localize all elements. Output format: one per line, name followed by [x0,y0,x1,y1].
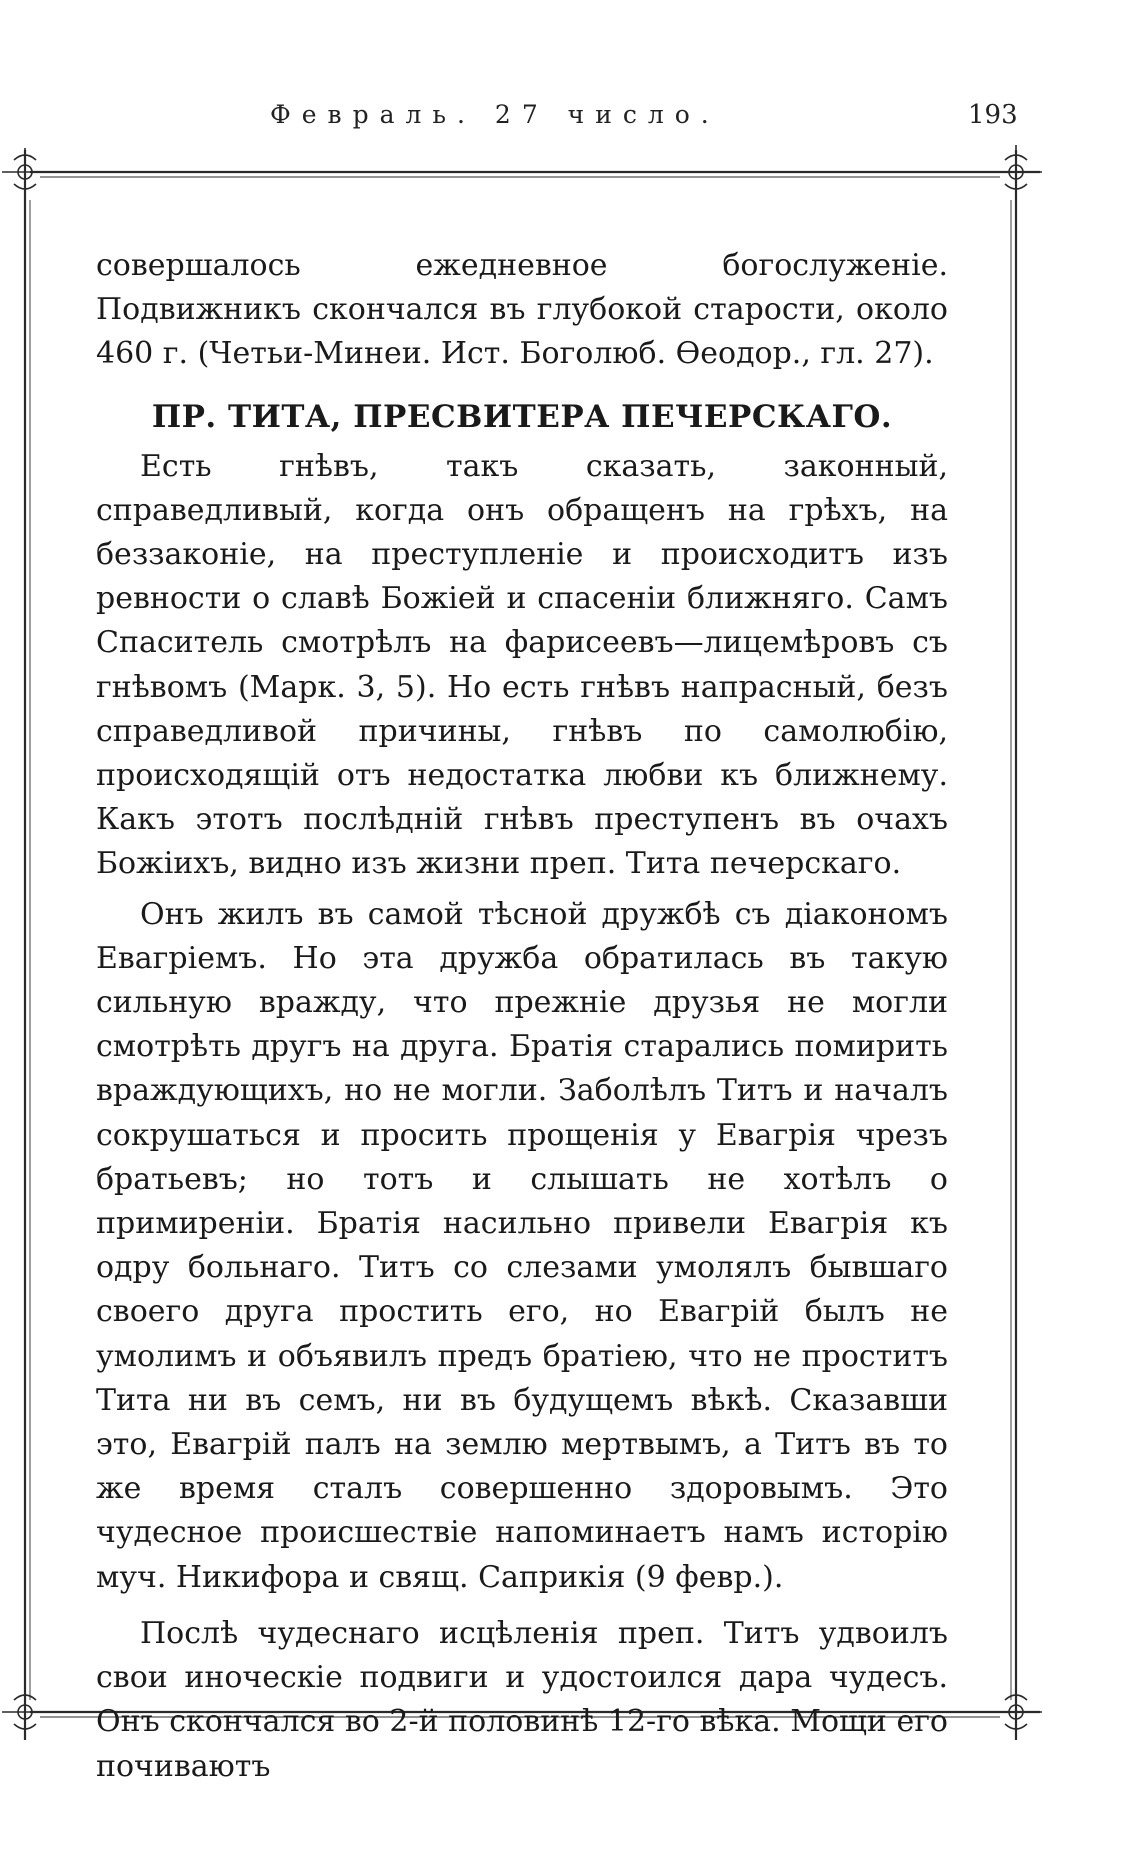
running-head [0,100,1140,140]
body-paragraph-3: Послѣ чудеснаго исцѣленія преп. Титъ удвоилъ свои иноческіе подвиги и удостоился дара чудесъ. Онъ скончался во 2-й половинѣ 12-го вѣка. Мощи его почиваютъ [96,1615,948,1784]
section-heading: ПР. ТИТА, ПРЕСВИТЕРА ПЕЧЕРСКАГО. [151,398,893,435]
corner-ornament-top-left [2,148,48,196]
corner-ornament-bottom-right [992,1686,1042,1740]
page-number: 193 [968,100,1018,130]
text-column [96,244,948,1789]
continuation-paragraph: совершалось ежедневное богослуженіе. Подвижникъ скончался въ глубокой старости, около 460 г. (Четьи-Минеи. Ист. Боголюб. Ѳеодор., гл. 27). [96,248,948,372]
corner-ornament-top-right [992,145,1042,198]
body-paragraph-2: Онъ жилъ въ самой тѣсной дружбѣ съ діакономъ Евагріемъ. Но эта дружба обратилась въ такую сильную вражду, что прежніе друзья не могли смотрѣть другъ на друга. Братія старались помирить враждующихъ, но не могли. Заболѣлъ Титъ и началъ сокрушаться и просить прощенія у Евагрія чрезъ братьевъ; но тотъ и слышать не хотѣлъ о примиреніи. Братія насильно привели Евагрія къ одру больнаго. Титъ со слезами умолялъ бывшаго своего друга простить его, но Евагрій былъ не умолимъ и объявилъ предъ братіею, что не проститъ Тита ни въ семъ, ни въ будущемъ вѣкѣ. Сказавши это, Евагрій палъ на землю мертвымъ, а Титъ въ то же время сталъ совершенно здоровымъ. Это чудесное происшествіе напоминаетъ намъ исторію муч. Никифора и свящ. Саприкія (9 февр.). [96,896,948,1595]
body-paragraph-1: Есть гнѣвъ, такъ сказать, законный, справедливый, когда онъ обращенъ на грѣхъ, на беззаконіе, на преступленіе и происходитъ изъ ревности о славѣ Божіей и спасеніи ближняго. Самъ Спаситель смотрѣлъ на фарисеевъ—лицемѣровъ съ гнѣвомъ (Марк. 3, 5). Но есть гнѣвъ напрасный, безъ справедливой причины, гнѣвъ по самолюбію, происходящій отъ недостатка любви къ ближнему. Какъ этотъ послѣдній гнѣвъ преступенъ въ очахъ Божіихъ, видно изъ жизни преп. Тита печерскаго. [96,448,948,882]
running-title: Февраль. 27 число. [270,100,720,129]
corner-ornament-bottom-left [2,1688,48,1740]
